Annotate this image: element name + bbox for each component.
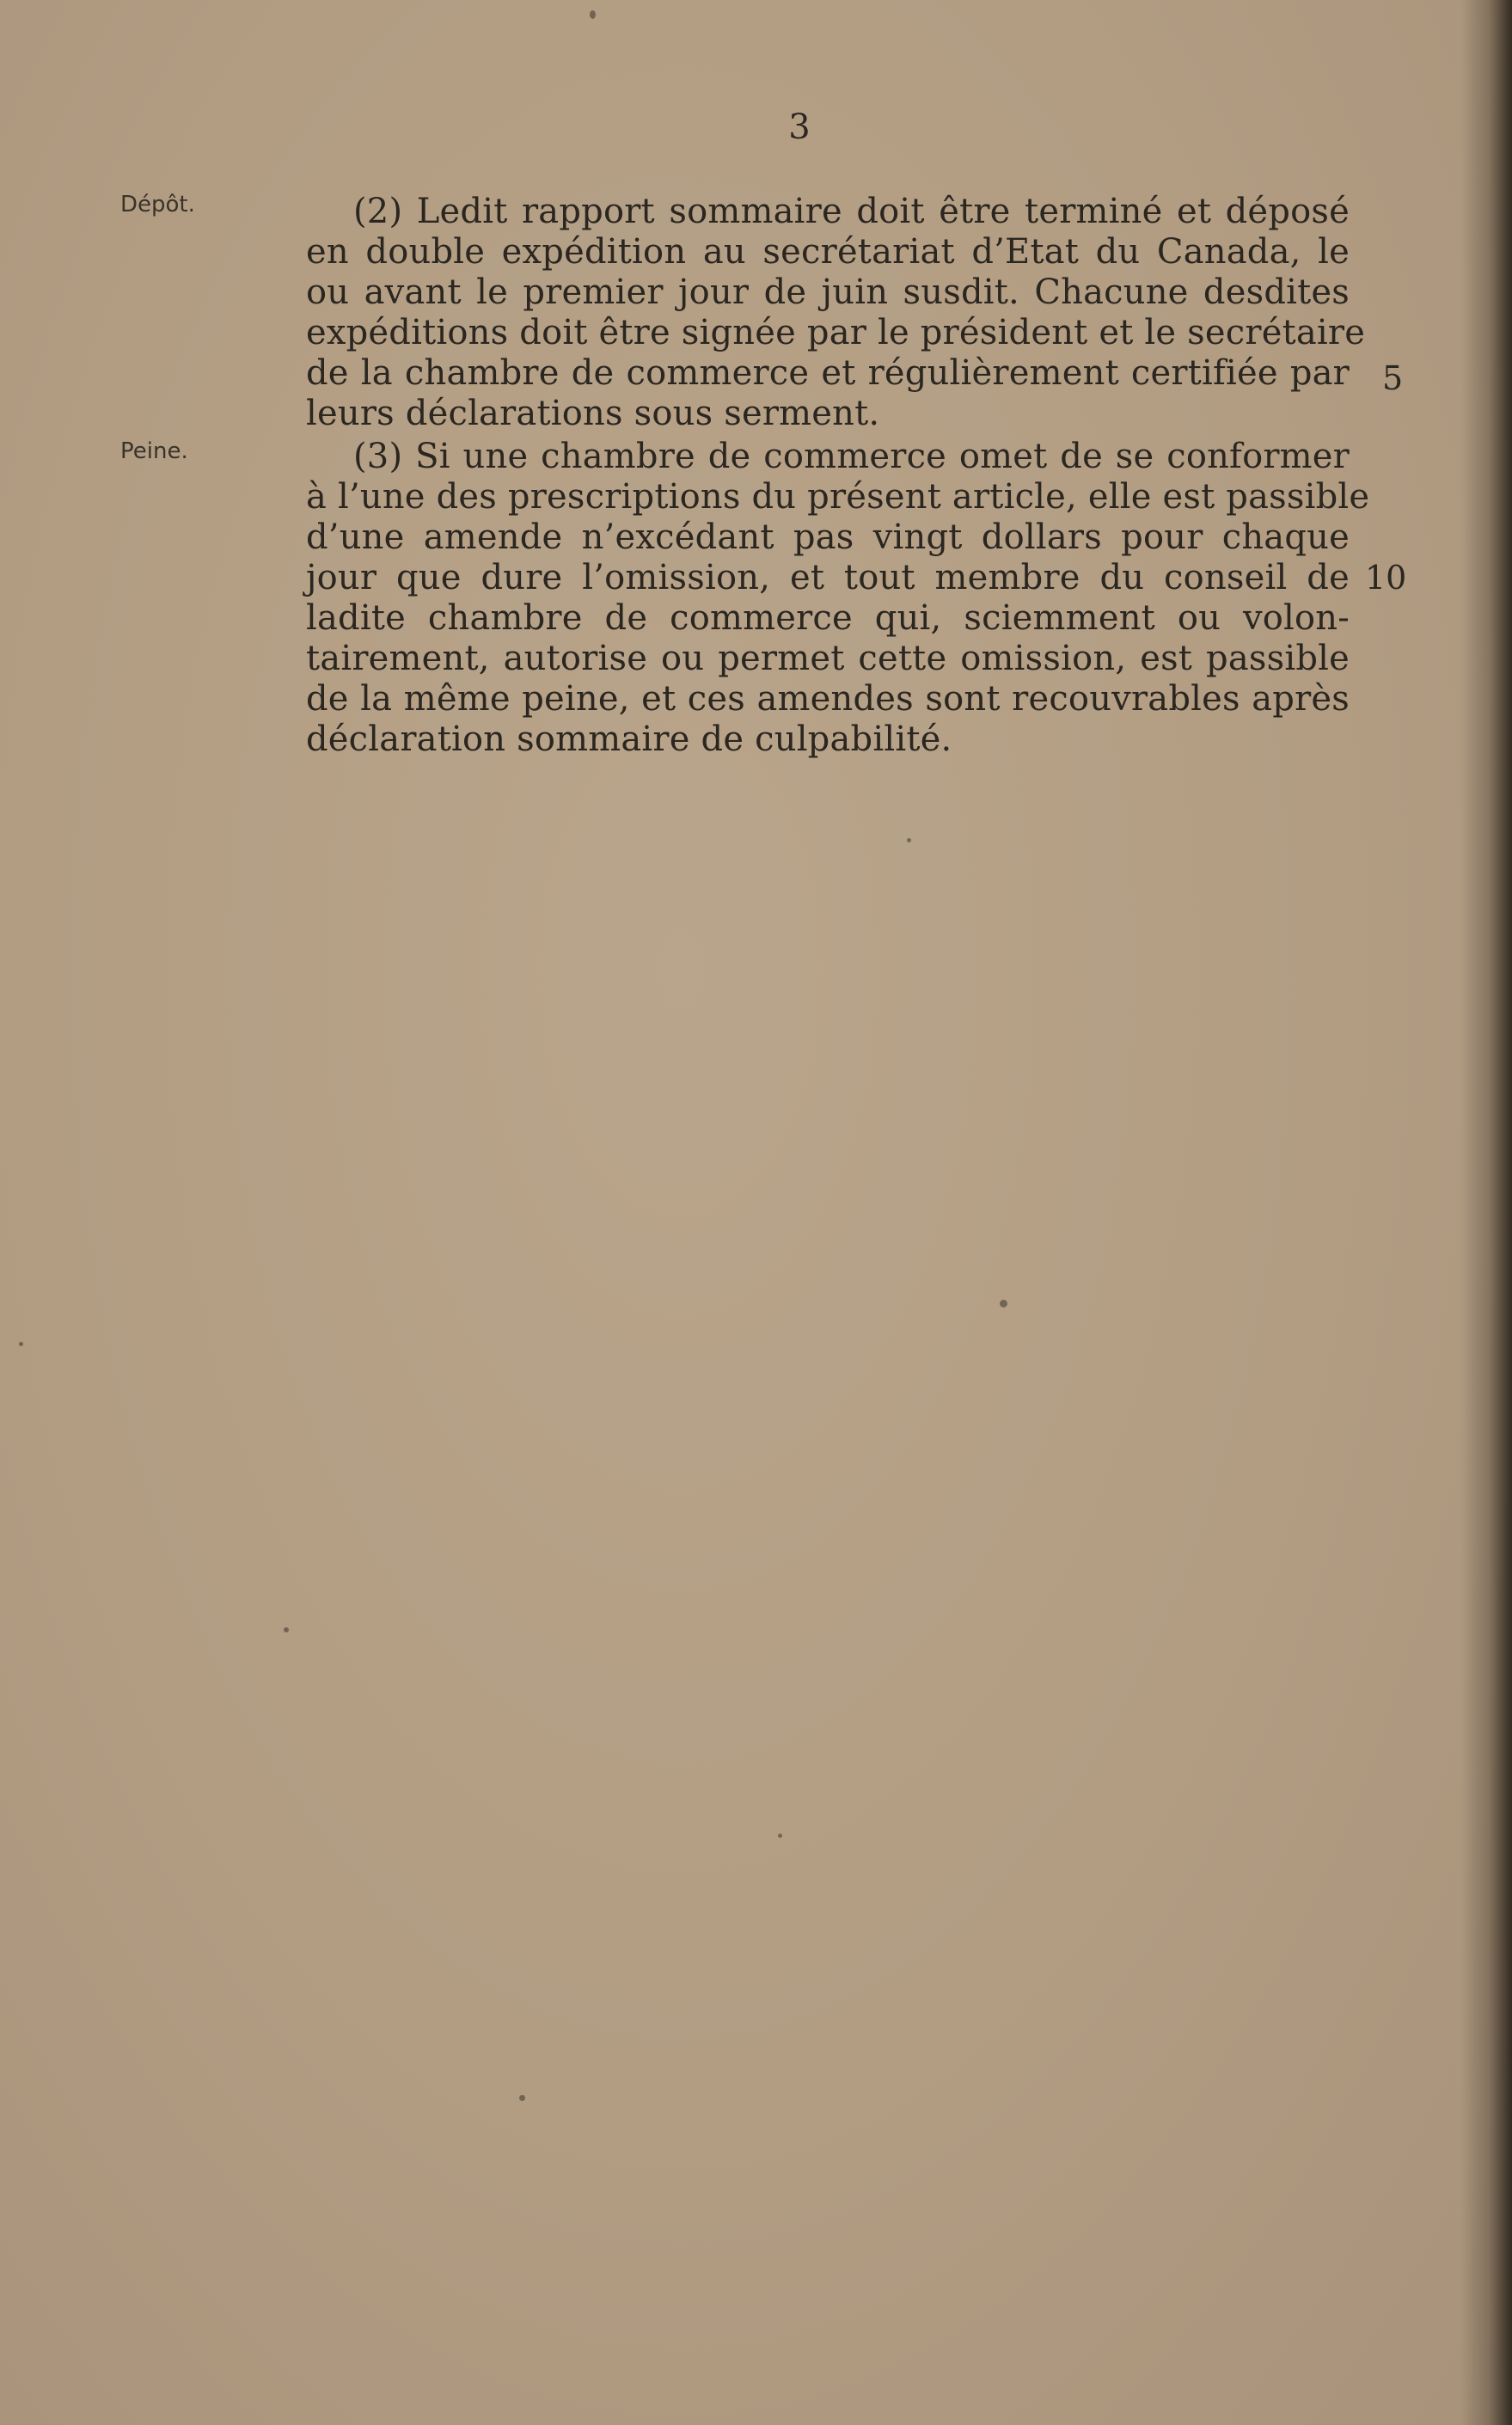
paragraph-line: ladite chambre de commerce qui, sciemment ou volon- <box>306 598 1350 638</box>
paragraph-line: (3) Si une chambre de commerce omet de se conformer <box>353 437 1350 476</box>
paragraph-line: déclaration sommaire de culpabilité. <box>306 720 952 759</box>
paragraph-line: à l’une des prescriptions du présent article, elle est passible <box>306 477 1370 517</box>
line-number-5: 5 <box>1382 359 1404 397</box>
paper-speck <box>19 1342 23 1346</box>
paragraph-line: en double expédition au secrétariat d’Etat du Canada, le <box>306 232 1350 272</box>
paper-speck <box>519 2095 525 2101</box>
paragraph-line: jour que dure l’omission, et tout membre du conseil de <box>306 558 1350 597</box>
paragraph-depot <box>306 192 1366 434</box>
paragraph-line: d’une amende n’excédant pas vingt dollars pour chaque <box>306 517 1350 557</box>
margin-note-depot: Dépôt. <box>120 192 195 217</box>
line-number-10: 10 <box>1365 559 1407 597</box>
paragraph-line: expéditions doit être signée par le président et le secrétaire <box>306 313 1366 352</box>
paper-speck <box>1000 1300 1007 1307</box>
paper-speck <box>284 1627 289 1632</box>
page-edge-shadow <box>1460 0 1512 2425</box>
page-number: 3 <box>788 107 811 147</box>
paper-speck <box>778 1834 782 1838</box>
margin-note-peine: Peine. <box>120 438 188 464</box>
paragraph-line: ou avant le premier jour de juin susdit. Chacune desdites <box>306 273 1350 312</box>
paragraph-line: leurs déclarations sous serment. <box>306 394 880 433</box>
paragraph-line: (2) Ledit rapport sommaire doit être terminé et déposé <box>353 192 1350 231</box>
paragraph-line: de la chambre de commerce et régulièrement certifiée par <box>306 353 1350 393</box>
paragraph-peine <box>306 437 1370 760</box>
paper-speck <box>590 10 596 19</box>
paper-speck <box>907 838 911 842</box>
paragraph-line: de la même peine, et ces amendes sont recouvrables après <box>306 679 1350 719</box>
paragraph-line: tairement, autorise ou permet cette omission, est passible <box>306 639 1350 678</box>
